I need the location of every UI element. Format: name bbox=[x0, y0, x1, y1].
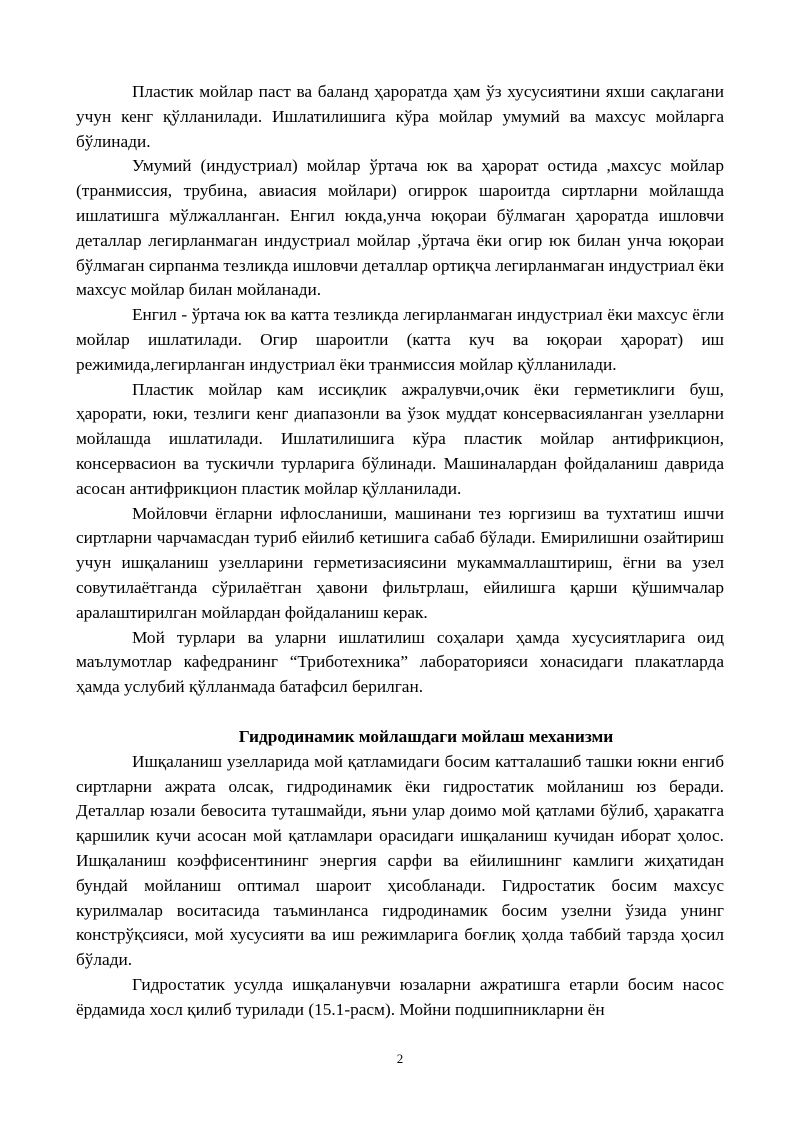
page-body bbox=[76, 80, 724, 1022]
paragraph: Умумий (индустриал) мойлар ўртача юк ва ҳарорат остида ,махсус мойлар (транмиссия, трубина, авиасия мойлари) огиррок шароитда сиртларни мойлашда ишлатишга мўлжалланган. Енгил юкда,унча юқораи бўлмаган ҳароратда ишловчи деталлар легирланмаган индустриал мойлар ,ўртача ёки огир юк билан унча юқораи бўлмаган сирпанма тезликда ишловчи деталлар ортиқча легирланмаган индустриал ёки махсус мойлар билан мойланади. bbox=[76, 156, 724, 300]
paragraph: Мойловчи ёгларни ифлосланиши, машинани тез юргизиш ва тухтатиш ишчи сиртларни чарчамасдан туриб ейилиб кетишига сабаб бўлади. Емирилишни озайтириш учун ишқаланиш узелларини герметизасиясини мукаммаллаштириш, ёгни ва узел совутилаётганда сўрилаётган ҳавони фильтрлаш, ейилишга қарши қўшимчалар аралаштирилган мойлардан фойдаланиш керак. bbox=[76, 503, 724, 622]
paragraph: Енгил - ўртача юк ва катта тезликда легирланмаган индустриал ёки махсус ёгли мойлар ишлатилади. Огир шароитли (катта куч ва юқораи ҳарорат) иш режимида,легирланган индустриал ёки транмиссия мойлар қўлланилади. bbox=[76, 305, 724, 374]
paragraph: Пластик мойлар паст ва баланд ҳароратда ҳам ўз хусусиятини яхши сақлагани учун кенг қўлланилади. Ишлатилишига кўра мойлар умумий ва махсус мойларга бўлинади. bbox=[76, 82, 724, 151]
page-number: 2 bbox=[396, 1051, 404, 1066]
paragraph: Ишқаланиш узелларида мой қатламидаги босим катталашиб ташки юкни енгиб сиртларни ажрата олсак, гидродинамик ёки гидростатик мойланиш юз беради. Деталлар юзали бевосита туташмайди, яъни улар доимо мой қатлами бўлиб, ҳаракатга қаршилик кучи асосан мой қатламлари орасидаги ишқаланиш кучидан иборат ҳолос. Ишқаланиш коэффисентининг энергия сарфи ва ейилишнинг камлиги жиҳатидан бундай мойланиш оптимал шароит ҳисобланади. Гидростатик босим махсус курилмалар воситасида таъминланса гидродинамик босим узелни ўзида унинг констрўқсияси, мой хусусияти ва иш режимларига боғлиқ ҳолда таббий тарзда ҳосил бўлади. bbox=[76, 751, 724, 970]
paragraph: Пластик мойлар кам иссиқлик ажралувчи,очик ёки герметиклиги буш, ҳарорати, юки, тезлиги кенг диапазонли ва ўзок муддат консервасияланган узелларни мойлашда ишлатилади. Ишлатилишига кўра пластик мойлар антифрикцион, консервасион ва тускичли турларига бўлинади. Машиналардан фойдаланиш даврида асосан антифрикцион пластик мойлар қўлланилади. bbox=[76, 379, 724, 498]
paragraph: Мой турлари ва уларни ишлатилиш соҳалари ҳамда хусусиятларига оид маълумотлар кафедранинг “Триботехника” лабораторияси хонасидаги плакатларда ҳамда услубий қўлланмада батафсил берилган. bbox=[76, 627, 724, 697]
paragraph: Гидростатик усулда ишқаланувчи юзаларни ажратишга етарли босим насос ёрдамида хосл қилиб турилади (15.1-расм). Мойни подшипникларни ён bbox=[76, 974, 724, 1019]
section-heading: Гидродинамик мойлашдаги мойлаш механизми bbox=[238, 726, 614, 746]
